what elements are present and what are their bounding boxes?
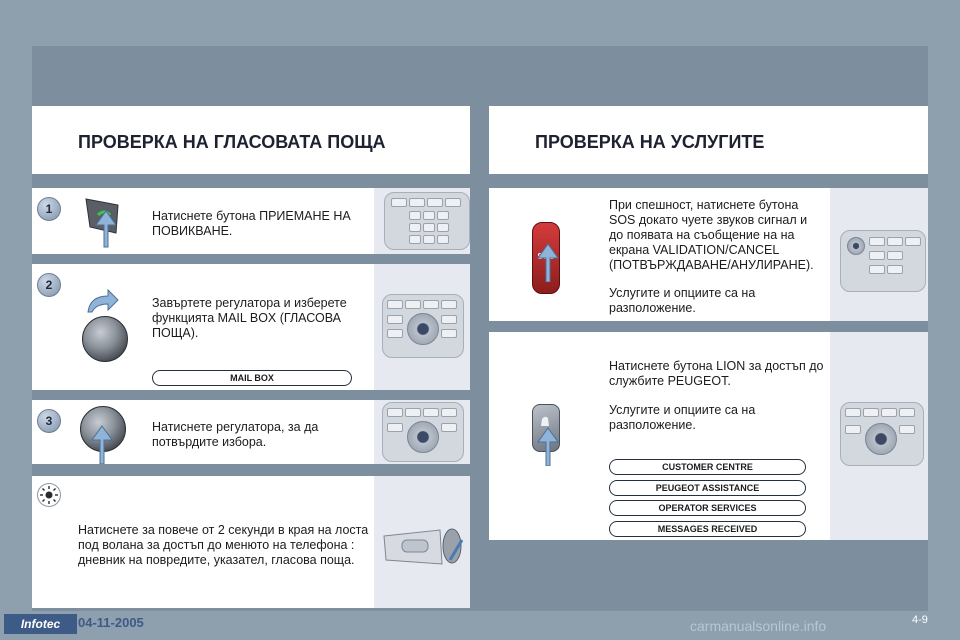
step-2-card [32,264,470,390]
lion-text: Натиснете бутона LION за достъп до службите PEUGEOT. [609,359,824,388]
step-1-card [32,188,470,254]
steering-lever-icon [382,516,466,574]
step-2-badge: 2 [37,273,61,297]
steering-wheel-controls [384,192,470,250]
press-arrow-icon [536,242,560,282]
sos-console-image [830,188,928,321]
left-title-bar [32,106,470,174]
left-section-title: ПРОВЕРКА НА ГЛАСОВАТА ПОЩА [78,132,386,152]
step-2-console-image [374,264,470,390]
rotary-knob [82,316,128,362]
step-3-text: Натиснете регулатора, за да потвърдите избора. [152,420,319,449]
menu-item-peugeot-assistance: PEUGEOT ASSISTANCE [609,480,806,496]
audio-console [382,294,464,358]
call-answer-button-icon [80,193,126,249]
tip-card [32,476,470,608]
step-3-console-image [374,400,470,464]
press-arrow-icon [90,424,114,464]
telematics-console [840,230,926,292]
sun-icon [37,483,61,507]
step-3-card [32,400,470,464]
sos-text-2: Услугите и опциите са на разположение. [609,286,756,315]
watermark: carmanualsonline.info [690,618,827,634]
step-2-text: Завъртете регулатора и изберете функцията MAIL BOX (ГЛАСОВА ПОЩА). [152,296,347,340]
page-number: 4-9 [912,614,928,626]
lion-text-2: Услугите и опциите са на разположение. [609,403,756,432]
audio-console [840,402,924,466]
menu-item-operator-services: OPERATOR SERVICES [609,500,806,516]
brand-tag: Infotec [4,614,77,634]
menu-item-customer-centre: CUSTOMER CENTRE [609,459,806,475]
step-3-badge: 3 [37,409,61,433]
footer-date: 04-11-2005 [78,615,144,630]
right-title-bar [489,106,928,174]
step-1-badge: 1 [37,197,61,221]
sos-card [489,188,928,321]
tip-lever-image [374,476,470,608]
menu-item-mail-box: MAIL BOX [152,370,352,386]
menu-item-messages-received: MESSAGES RECEIVED [609,521,806,537]
sos-text: При спешност, натиснете бутона SOS докато чуете звуков сигнал и до появата на съобщение на на екрана VALIDATION/CANCEL (ПОТВЪРЖДАВАНЕ/АНУЛИРАНЕ). [609,198,814,272]
press-arrow-icon [536,426,560,466]
step-1-console-image [374,188,470,254]
step-1-text: Натиснете бутона ПРИЕМАНЕ НА ПОВИКВАНЕ. [152,209,351,238]
lion-card [489,332,928,540]
rotate-arrow-icon [84,288,120,314]
tip-text: Натиснете за повече от 2 секунди в края на лоста под волана за достъп до менюто на телефона : дневник на повредите, указател, гласова поща. [78,523,369,567]
right-section-title: ПРОВЕРКА НА УСЛУГИТЕ [535,132,765,152]
lion-console-image [830,332,928,540]
audio-console [382,402,464,462]
